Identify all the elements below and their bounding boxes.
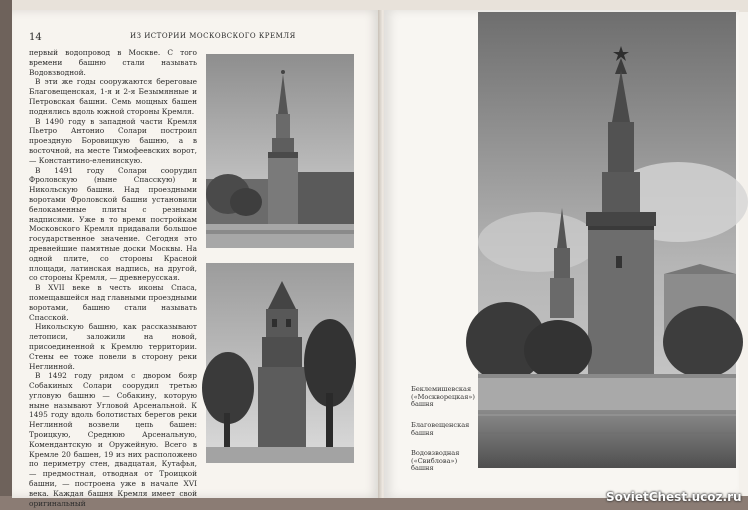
paragraph: В 1490 году в западной части Кремля Пьетро Антонио Солари построил проездную Боровицкую башню, а в восточной, на месте Тимофеевских ворот, — Константино-еленинскую.	[29, 116, 197, 165]
tower-photo-bottom	[206, 263, 354, 463]
page-number: 14	[29, 32, 42, 43]
paragraph: Никольскую башню, как рассказывают летописи, заложили на новой, присоединенной к Кремлю территории. Стены ее тоже повели в сторону реки Неглинной.	[29, 322, 197, 371]
site-watermark: SovietChest.ucoz.ru	[606, 490, 742, 504]
book-cover-edge-left	[0, 0, 12, 510]
vodovzvodnaya-tower-photo	[478, 12, 736, 468]
paragraph: В XVII веке в честь иконы Спаса, помещавшейся над главными проездными воротами, башню стали называть Спасской.	[29, 283, 197, 322]
running-head: ИЗ ИСТОРИИ МОСКОВСКОГО КРЕМЛЯ	[130, 32, 296, 40]
paragraph: В эти же годы сооружаются береговые Благовещенская, 1-я и 2-я Безымянные и Петровская башни. Семь мощных башен поднялись вдоль южной стороны Кремля.	[29, 77, 197, 116]
paragraph: В 1492 году рядом с двором бояр Собакиных Солари соорудил третью угловую башню — Собакину, которую ныне называют Угловой Арсенальной. К 1495 году вдоль болотистых берегов реки Неглинной возвели цепь башен: Троицкую, Среднюю Арсенальную, Комендантскую и Оружейную. Всего в Кремле 20 башен, 19 из них расположено по периметру стен, двадцатая, Кутафья, — предмостная, отводная от Троицкой башни, — построена уже в начале XVI века. Каждая башня Кремля имеет свой оригинальный	[29, 371, 197, 508]
tower-photo-top	[206, 54, 354, 248]
caption-blagoveshchenskaya: Благовещенская башня	[411, 421, 470, 437]
caption-vodovzvodnaya: Водовзводная («Свиблова») башня	[411, 449, 460, 473]
paragraph: первый водопровод в Москве. С того времени башню стали называть Водовзводной.	[29, 48, 197, 77]
caption-beklemishevskaya: Беклемишевская («Москворецкая») башня	[411, 385, 476, 409]
body-text	[29, 48, 197, 508]
paragraph: В 1491 году Солари соорудил Фроловскую (ныне Спасскую) и Никольскую башни. Над проездными воротами Фроловской башни установили белокаменные плиты с резными надписями. Уже в то время постройкам Московского Кремля придавали большое государственное значение. Сегодня это древнейшие памятные доски Москвы. На одной плите, со стороны Красной площади, латинская надпись, на другой, со стороны Кремля, — древнерусская.	[29, 165, 197, 283]
